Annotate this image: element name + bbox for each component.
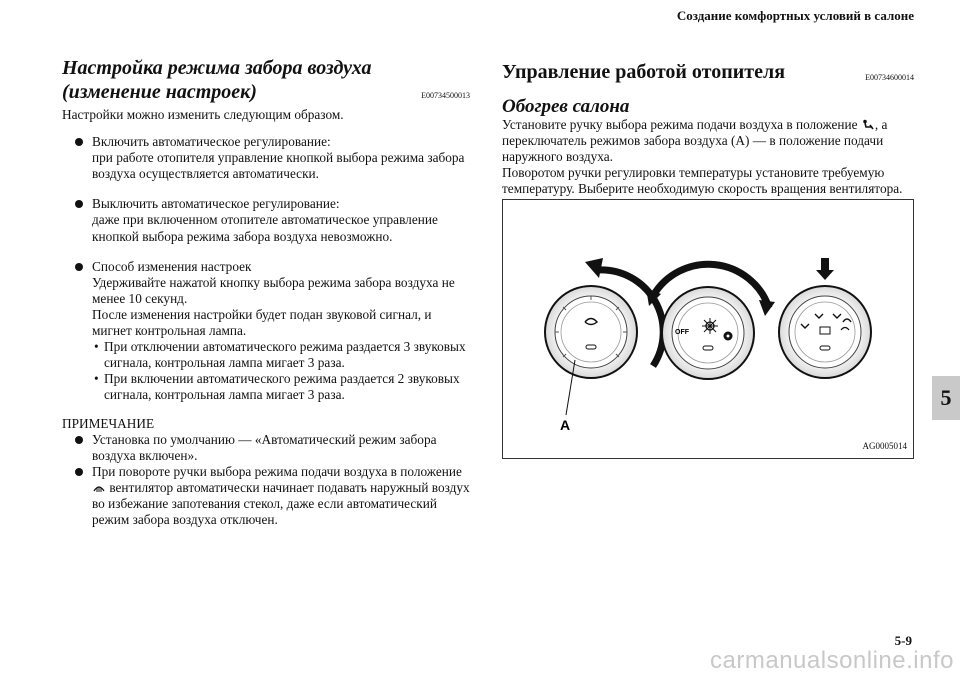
paragraph: Поворотом ручки регулировки температуры установите требуемую температуру. Выберите необходимую скорость вращения вентилятора. bbox=[502, 165, 903, 197]
fan-speed-knob bbox=[662, 287, 754, 379]
section-code: E00734600014 bbox=[865, 72, 914, 82]
right-heading-block bbox=[502, 60, 914, 84]
ac-icon bbox=[702, 318, 718, 334]
section-heading-air-intake: Настройка режима забора воздуха (изменение настроек) bbox=[62, 57, 372, 103]
note-item bbox=[62, 464, 470, 528]
list-item bbox=[62, 259, 470, 339]
defrost-icon bbox=[92, 482, 106, 494]
down-arrow-icon bbox=[816, 258, 834, 280]
item-text: даже при включенном отопителе автоматическое управление кнопкой выбора режима забора воздуха невозможно. bbox=[92, 212, 438, 244]
intro-text: Настройки можно изменить следующим образом. bbox=[62, 107, 344, 122]
item-title: Включить автоматическое регулирование: bbox=[92, 134, 331, 150]
bullet-icon bbox=[75, 138, 83, 146]
air-intake-knob bbox=[545, 286, 637, 378]
sub-bullet-icon: • bbox=[94, 339, 99, 355]
item-text: при работе отопителя управление кнопкой выбора режима забора воздуха осуществляется автоматически. bbox=[92, 150, 465, 182]
item-title: Способ изменения настроек bbox=[92, 258, 252, 274]
bullet-icon bbox=[75, 436, 83, 444]
item-text-2: После изменения настройки будет подан звуковой сигнал, и мигнет контрольная лампа. bbox=[92, 306, 432, 339]
page-number: 5-9 bbox=[894, 633, 912, 648]
watermark: carmanualsonline.info bbox=[710, 647, 954, 674]
figure-code: AG0005014 bbox=[862, 441, 907, 451]
left-heading-block bbox=[62, 56, 470, 104]
sub-list-item bbox=[62, 339, 470, 371]
note-text: Установка по умолчанию — «Автоматический режим забора воздуха включен». bbox=[92, 431, 437, 463]
item-text: Удерживайте нажатой кнопку выбора режима забора воздуха не менее 10 секунд. bbox=[92, 274, 455, 306]
sub-list-item bbox=[62, 371, 470, 403]
subheading-heating: Обогрев салона bbox=[502, 96, 630, 117]
sub-item-text: При отключении автоматического режима раздается 3 звуковых сигнала, контрольная лампа мигает 3 раза. bbox=[104, 339, 466, 371]
paragraph-after: , а переключатель режимов забора воздуха (A) — в положение подачи наружного воздуха. bbox=[502, 117, 888, 165]
chapter-tab: 5 bbox=[932, 376, 960, 420]
air-mode-knob bbox=[779, 286, 871, 378]
item-title: Выключить автоматическое регулирование: bbox=[92, 196, 340, 212]
bullet-icon bbox=[75, 263, 83, 271]
note-item bbox=[62, 432, 470, 464]
off-label: OFF bbox=[675, 329, 689, 336]
bullet-icon bbox=[75, 200, 83, 208]
section-heading-heater: Управление работой отопителя bbox=[502, 61, 786, 83]
heater-controls-figure bbox=[502, 199, 914, 459]
paragraph-before: Установите ручку выбора режима подачи воздуха в положение bbox=[502, 117, 858, 132]
paragraph bbox=[502, 117, 914, 165]
bullet-icon bbox=[75, 468, 83, 476]
fan-icon bbox=[724, 332, 733, 341]
section-code: E00734500013 bbox=[421, 90, 470, 100]
running-header: Создание комфортных условий в салоне bbox=[676, 8, 914, 23]
list-item bbox=[62, 134, 470, 182]
sub-item-text: При включении автоматического режима раздается 2 звуковых сигнала, контрольная лампа мигает 3 раза. bbox=[104, 371, 460, 403]
note-text bbox=[92, 464, 470, 528]
floor-mode-icon bbox=[861, 119, 875, 131]
note-text-before: При повороте ручки выбора режима подачи воздуха в положение bbox=[92, 463, 462, 479]
note-title: ПРИМЕЧАНИЕ bbox=[62, 415, 155, 431]
right-column bbox=[502, 60, 914, 197]
sub-bullet-icon: • bbox=[94, 371, 99, 387]
list-item bbox=[62, 196, 470, 244]
left-column bbox=[62, 56, 470, 528]
label-a: A bbox=[560, 417, 571, 433]
note-text-after: вентилятор автоматически начинает подавать наружный воздух во избежание запотевания стекол, даже если автоматический режим забора воздуха отключен. bbox=[92, 479, 470, 528]
heater-controls-illustration bbox=[503, 200, 912, 457]
